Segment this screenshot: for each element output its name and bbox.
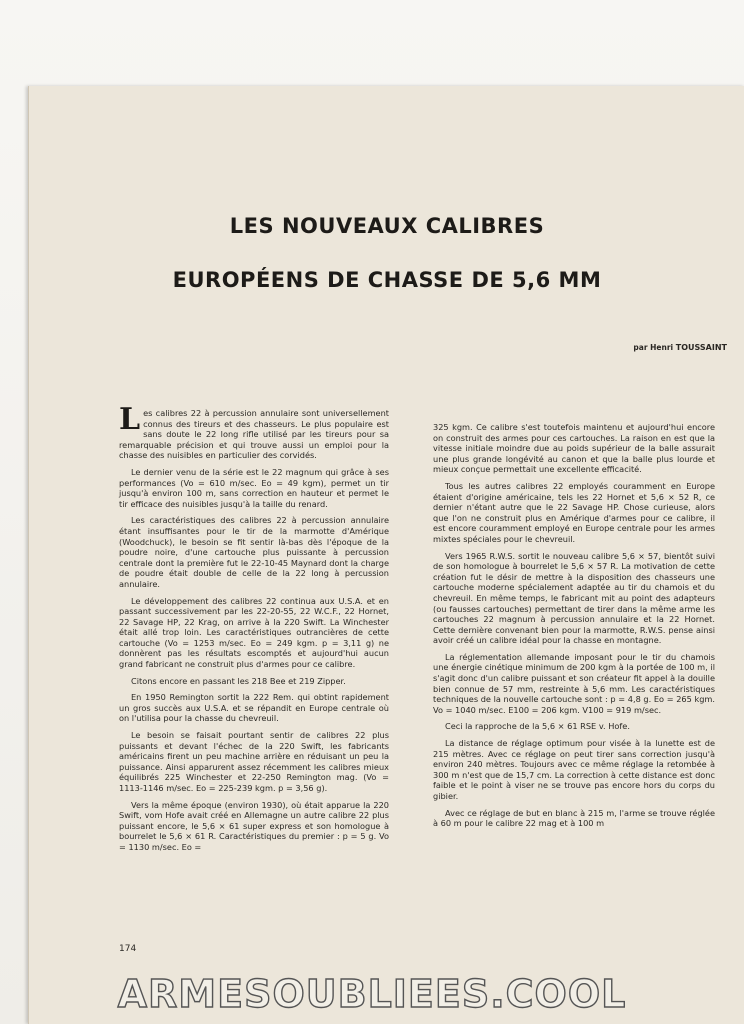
right-column <box>433 422 715 835</box>
paragraph: Vers la même époque (environ 1930), où était apparue la 220 Swift, vom Hofe avait créé en Allemagne un autre calibre 22 plus puissant encore, le 5,6 × 61 super express et son homologue à bourrelet le 5,6 × 61 R. Caractéristiques du premier : p = 5 g. Vo = 1130 m/sec. Eo = <box>119 799 389 852</box>
magazine-page <box>28 86 744 1024</box>
article-title-line-2: EUROPÉENS DE CHASSE DE 5,6 MM <box>172 268 602 292</box>
left-column <box>119 402 389 859</box>
watermark: ARMESOUBLIEES.COOL <box>117 972 627 1016</box>
author-name: TOUSSAINT <box>675 343 727 352</box>
paragraph: La réglementation allemande imposant pour le tir du chamois une énergie cinétique minimum de 200 kgm à la portée de 100 m, il s'agit donc d'un calibre puissant et son créateur fit appel à la douille bien connue de 57 mm, restreinte à 5,6 mm. Les caractéristiques techniques de la nouvelle cartouche sont : p = 4,8 g. Eo = 265 kgm. Vo = 1040 m/sec. E100 = 206 kgm. V100 = 919 m/sec. <box>433 651 715 715</box>
paragraph-text: es calibres 22 à percussion annulaire sont universellement connus des tireurs et des chasseurs. Le plus populaire est sans doute le 22 long rifle utilisé par les tireurs pour sa remarquable précision et qui trouve aussi un emploi pour la chasse des nuisibles en particulier des corvidés. <box>119 408 389 461</box>
paragraph: Vers 1965 R.W.S. sortit le nouveau calibre 5,6 × 57, bientôt suivi de son homologue à bourrelet le 5,6 × 57 R. La motivation de cette création fut le désir de mettre à la disposition des chasseurs une cartouche moderne spécialement adaptée au tir du chamois et du chevreuil. En même temps, le fabricant mit au point des adapteurs (ou fausses cartouches) permettant de tirer dans la même arme les cartouches 22 magnum à percussion annulaire et la 22 Hornet. Cette dernière convenant bien pour la marmotte, R.W.S. pense ainsi avoir créé un calibre idéal pour la chasse en montagne. <box>433 550 715 646</box>
paragraph: Le développement des calibres 22 continua aux U.S.A. et en passant successivement par les 22-20-55, 22 W.C.F., 22 Hornet, 22 Savage HP, 22 Krag, on arrive à la 220 Swift. La Winchester était allé trop loin. Les caractéristiques outrancières de cette cartouche (Vo = 1253 m/sec. Eo = 249 kgm. p = 3,11 g) ne donnèrent pas les résultats escomptés et aujourd'hui aucun grand fabricant ne construit plus d'armes pour ce calibre. <box>119 595 389 670</box>
paragraph: Les caractéristiques des calibres 22 à percussion annulaire étant insuffisantes pour le tir de la marmotte d'Amérique (Woodchuck), le besoin se fit sentir là-bas dès l'époque de la poudre noire, d'une cartouche plus puissante à percussion centrale dont la première fut le 22-10-45 Maynard dont la charge de poudre était double de celle de la 22 long à percussion annulaire. <box>119 515 389 589</box>
paragraph: 325 kgm. Ce calibre s'est toutefois maintenu et aujourd'hui encore on construit des armes pour ces cartouches. La raison en est que la vitesse initiale moindre due au poids supérieur de la balle assurait une plus grande longévité au canon et que la balle plus lourde et mieux conçue permettait une excellente efficacité. <box>433 422 715 475</box>
page-number: 174 <box>119 944 137 954</box>
article-title-line-1: LES NOUVEAUX CALIBRES <box>229 214 545 238</box>
paragraph: La distance de réglage optimum pour visée à la lunette est de 215 mètres. Avec ce réglage on peut tirer sans correction jusqu'à environ 240 mètres. Toujours avec ce même réglage la retombée à 300 m n'est que de 15,7 cm. La correction à cette distance est donc faible et le point à viser ne se trouve pas encore hors du corps du gibier. <box>433 738 715 801</box>
paragraph <box>119 402 389 461</box>
paragraph: En 1950 Remington sortit la 222 Rem. qui obtint rapidement un gros succès aux U.S.A. et se répandit en Europe centrale où on l'utilisa pour la chasse du chevreuil. <box>119 692 389 724</box>
paragraph: Ceci la rapproche de la 5,6 × 61 RSE v. Hofe. <box>445 721 630 732</box>
paragraph: Citons encore en passant les 218 Bee et 219 Zipper. <box>131 675 346 686</box>
paragraph: Avec ce réglage de but en blanc à 215 m, l'arme se trouve réglée à 60 m pour le calibre 22 mag et à 100 m <box>433 807 715 829</box>
author-prefix: par Henri <box>633 343 674 352</box>
drop-cap: L <box>119 402 141 437</box>
paragraph: Tous les autres calibres 22 employés couramment en Europe étaient d'origine américaine, tels les 22 Hornet et 5,6 × 52 R, ce dernier n'étant autre que le 22 Savage HP. Chose curieuse, alors que l'on ne construit plus en Amérique d'armes pour ce calibre, il est encore couramment employé en Europe centrale pour les armes mixtes spéciales pour le chevreuil. <box>433 480 715 544</box>
paragraph: Le besoin se faisait pourtant sentir de calibres 22 plus puissants et devant l'échec de la 220 Swift, les fabricants américains firent un peu machine arrière en réduisant un peu la puissance. Ainsi apparurent assez récemment les calibres mieux équilibrés 225 Winchester et 22-250 Remington mag. (Vo = 1113-1146 m/sec. Eo = 225-239 kgm. p = 3,56 g). <box>119 730 389 793</box>
author-byline <box>633 343 727 352</box>
paragraph: Le dernier venu de la série est le 22 magnum qui grâce à ses performances (Vo = 610 m/sec. Eo = 49 kgm), permet un tir jusqu'à environ 100 m, sans correction en hauteur et permet le tir efficace des nuisibles jusqu'à la taille du renard. <box>119 466 389 509</box>
